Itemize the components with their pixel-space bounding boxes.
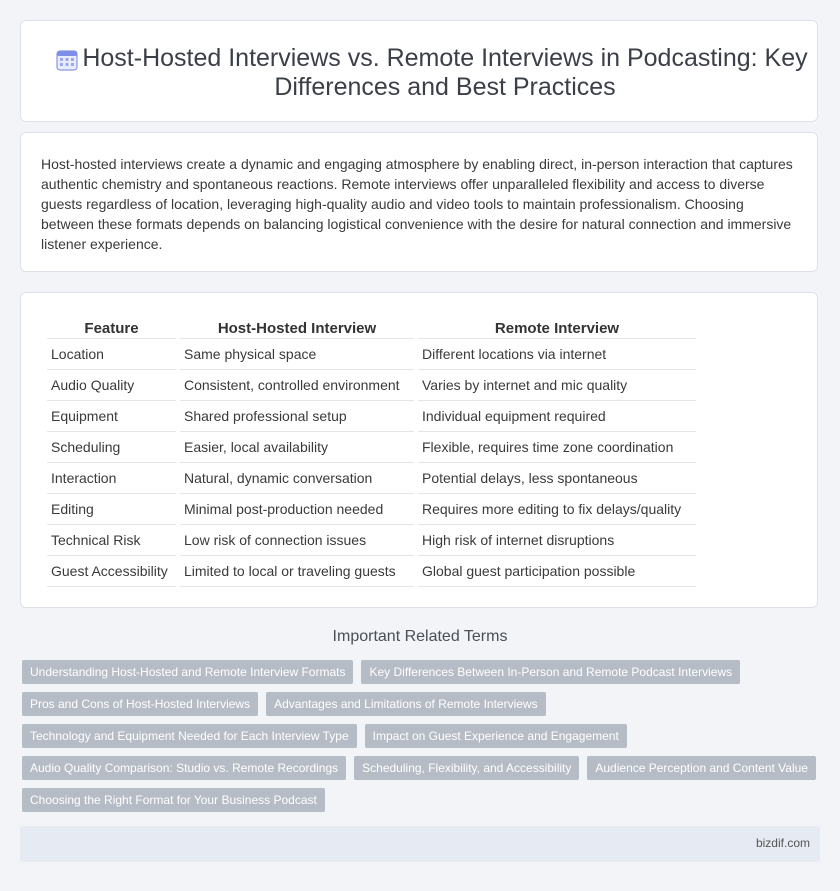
table-row (47, 432, 696, 463)
related-term-tag[interactable]: Advantages and Limitations of Remote Interviews (266, 692, 545, 716)
table-header-row (47, 315, 696, 339)
remote-cell: Flexible, requires time zone coordination (418, 432, 696, 463)
remote-cell: High risk of internet disruptions (418, 525, 696, 556)
site-link[interactable]: bizdif.com (755, 836, 810, 850)
comparison-card (20, 292, 818, 608)
remote-cell: Requires more editing to fix delays/quality (418, 494, 696, 525)
host-hosted-cell: Minimal post-production needed (180, 494, 414, 525)
calendar-icon (55, 48, 79, 72)
host-hosted-cell: Consistent, controlled environment (180, 370, 414, 401)
feature-cell: Interaction (47, 463, 176, 494)
page-title: Host-Hosted Interviews vs. Remote Interviews in Podcasting: Key Differences and Best Practices (82, 44, 808, 101)
feature-cell: Editing (47, 494, 176, 525)
feature-cell: Technical Risk (47, 525, 176, 556)
host-hosted-cell: Low risk of connection issues (180, 525, 414, 556)
table-row (47, 401, 696, 432)
host-hosted-cell: Same physical space (180, 339, 414, 370)
column-header-host-hosted: Host-Hosted Interview (180, 315, 414, 339)
intro-card (20, 132, 818, 272)
table-row (47, 370, 696, 401)
column-header-remote: Remote Interview (418, 315, 696, 339)
host-hosted-cell: Shared professional setup (180, 401, 414, 432)
remote-cell: Different locations via internet (418, 339, 696, 370)
footer (20, 826, 820, 862)
table-row (47, 556, 696, 587)
intro-paragraph: Host-hosted interviews create a dynamic and engaging atmosphere by enabling direct, in-person interaction that captures authentic chemistry and spontaneous reactions. Remote interviews offer unparalleled flexibility and access to diverse guests regardless of location, leveraging high-quality audio and video tools to maintain professionalism. Choosing between these formats depends on balancing logistical convenience with the desire for natural connection and immersive listener experience. (41, 156, 793, 252)
host-hosted-cell: Easier, local availability (180, 432, 414, 463)
related-term-tag[interactable]: Audience Perception and Content Value (587, 756, 816, 780)
related-term-tag[interactable]: Pros and Cons of Host-Hosted Interviews (22, 692, 258, 716)
table-row (47, 339, 696, 370)
related-term-tag[interactable]: Choosing the Right Format for Your Business Podcast (22, 788, 325, 812)
comparison-table (43, 315, 700, 587)
feature-cell: Scheduling (47, 432, 176, 463)
host-hosted-cell: Natural, dynamic conversation (180, 463, 414, 494)
related-term-tag[interactable]: Scheduling, Flexibility, and Accessibility (354, 756, 579, 780)
column-header-feature: Feature (47, 315, 176, 339)
table-row (47, 494, 696, 525)
related-terms-heading: Important Related Terms (332, 628, 508, 645)
title-card (20, 20, 818, 122)
related-term-tag[interactable]: Understanding Host-Hosted and Remote Interview Formats (22, 660, 353, 684)
remote-cell: Varies by internet and mic quality (418, 370, 696, 401)
remote-cell: Global guest participation possible (418, 556, 696, 587)
related-terms-list (22, 660, 822, 812)
table-row (47, 525, 696, 556)
related-term-tag[interactable]: Audio Quality Comparison: Studio vs. Remote Recordings (22, 756, 346, 780)
remote-cell: Individual equipment required (418, 401, 696, 432)
feature-cell: Equipment (47, 401, 176, 432)
feature-cell: Audio Quality (47, 370, 176, 401)
related-term-tag[interactable]: Impact on Guest Experience and Engagement (365, 724, 627, 748)
feature-cell: Location (47, 339, 176, 370)
related-term-tag[interactable]: Technology and Equipment Needed for Each Interview Type (22, 724, 357, 748)
related-term-tag[interactable]: Key Differences Between In-Person and Remote Podcast Interviews (361, 660, 740, 684)
host-hosted-cell: Limited to local or traveling guests (180, 556, 414, 587)
feature-cell: Guest Accessibility (47, 556, 176, 587)
remote-cell: Potential delays, less spontaneous (418, 463, 696, 494)
table-row (47, 463, 696, 494)
